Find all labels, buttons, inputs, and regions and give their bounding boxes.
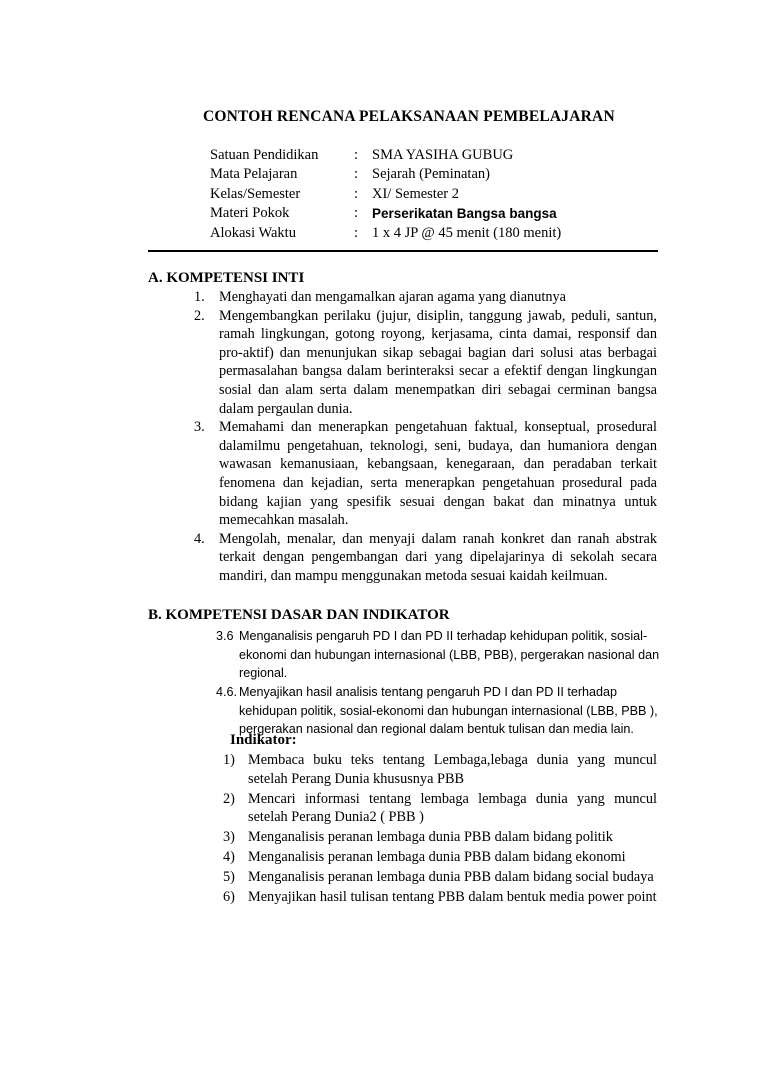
- indikator-heading: Indikator:: [230, 732, 297, 748]
- indikator-text: Menganalisis peranan lembaga dunia PBB dalam bidang ekonomi: [248, 849, 626, 866]
- indikator-item: [223, 828, 657, 847]
- indikator-number: 5): [223, 869, 235, 886]
- indikator-list: [223, 751, 657, 908]
- indikator-text: Menganalisis peranan lembaga dunia PBB dalam bidang politik: [248, 829, 613, 846]
- identity-value: XI/ Semester 2: [372, 185, 459, 202]
- identity-colon: :: [354, 205, 359, 222]
- indikator-item: [223, 751, 657, 788]
- indikator-item: [223, 868, 657, 887]
- kd-item: [216, 683, 662, 739]
- ki-text: Mengembangkan perilaku (jujur, disiplin, tanggung jawab, peduli, santun, ramah lingkungan, gotong royong, kerjasama, cinta damai, responsif dan pro-aktif) dan menunjukan sikap sebagai bagian dari solusi atas berbagai permasalahan bangsa dalam berinteraksi secar a efektif dengan lingkungan sosial dan alam serta dalam menempatkan diri sebagai cerminan bangsa dalam pergaulan dunia.: [219, 307, 657, 417]
- indikator-text: Menyajikan hasil tulisan tentang PBB dalam bentuk media power point: [248, 889, 657, 906]
- kompetensi-inti-list: [194, 288, 657, 586]
- ki-number: 1.: [194, 289, 205, 305]
- identity-value: SMA YASIHA GUBUG: [372, 147, 514, 163]
- indikator-item: [223, 790, 657, 827]
- indikator-text: Menganalisis peranan lembaga dunia PBB dalam bidang social budaya: [248, 869, 654, 886]
- page-title: CONTOH RENCANA PELAKSANAAN PEMBELAJARAN: [203, 108, 615, 125]
- indikator-item: [223, 848, 657, 867]
- identity-label: Kelas/Semester: [210, 185, 301, 202]
- identity-label: Alokasi Waktu: [210, 224, 296, 241]
- identity-value: Sejarah (Peminatan): [372, 166, 490, 183]
- kd-item-4-6: [216, 683, 662, 739]
- identity-row: [210, 204, 561, 223]
- indikator-text: Membaca buku teks tentang Lembaga,lebaga dunia yang muncul setelah Perang Dunia khususnya PBB: [248, 752, 657, 787]
- identity-colon: :: [354, 224, 359, 241]
- ki-number: 2.: [194, 307, 205, 324]
- ki-number: 3.: [194, 419, 205, 436]
- section-a-heading: A. KOMPETENSI INTI: [148, 270, 305, 286]
- kd-item: [216, 627, 662, 683]
- ki-item: [194, 288, 657, 307]
- ki-item: [194, 307, 657, 419]
- identity-row: [210, 224, 561, 243]
- identity-value: 1 x 4 JP @ 45 menit (180 menit): [372, 224, 562, 241]
- indikator-number: 3): [223, 829, 235, 846]
- kd-number: 4.6.: [216, 685, 238, 699]
- identity-colon: :: [354, 185, 359, 202]
- identity-value: Perserikatan Bangsa bangsa: [372, 206, 557, 222]
- kd-number: 3.6: [216, 629, 234, 643]
- identity-colon: :: [354, 147, 359, 163]
- kd-item-3-6: [216, 627, 662, 683]
- ki-text: Mengolah, menalar, dan menyaji dalam ranah konkret dan ranah abstrak terkait dengan pengembangan dari yang dipelajarinya di sekolah secara mandiri, dan mampu menggunakan metoda sesuai kaidah keilmuan.: [219, 530, 657, 584]
- ki-number: 4.: [194, 530, 205, 547]
- ki-text: Memahami dan menerapkan pengetahuan faktual, konseptual, prosedural dalamilmu pengetahuan, teknologi, seni, budaya, dan humaniora dengan wawasan kemanusiaan, kebangsaan, kenegaraan, dan peradaban terkait fenomena dan kejadian, serta menerapkan pengetahuan prosedural pada bidang kajian yang spesifik sesuai dengan bakat dan minatnya untuk memecahkan masalah.: [219, 419, 657, 529]
- identity-label: Mata Pelajaran: [210, 166, 298, 183]
- identity-label: Materi Pokok: [210, 205, 290, 222]
- ki-text: Menghayati dan mengamalkan ajaran agama yang dianutnya: [219, 289, 566, 305]
- indikator-number: 6): [223, 889, 235, 906]
- ki-item: [194, 530, 657, 586]
- identity-row: [210, 185, 561, 204]
- indikator-number: 2): [223, 790, 235, 807]
- identity-label: Satuan Pendidikan: [210, 147, 319, 163]
- identity-colon: :: [354, 166, 359, 183]
- kd-text: Menyajikan hasil analisis tentang pengaruh PD I dan PD II terhadap kehidupan politik, sosial-ekonomi dan hubungan internasional (LBB, PBB ), pergerakan nasional dan regional dalam bentuk tulisan dan media lain.: [239, 685, 658, 737]
- ki-item: [194, 418, 657, 530]
- indikator-text: Mencari informasi tentang lembaga lembaga dunia yang muncul setelah Perang Dunia2 ( PBB ): [248, 790, 657, 826]
- identity-row: [210, 165, 561, 184]
- section-b-heading: B. KOMPETENSI DASAR DAN INDIKATOR: [148, 607, 450, 623]
- indikator-number: 1): [223, 752, 235, 768]
- identity-row: [210, 146, 561, 165]
- divider-line: [148, 250, 658, 252]
- indikator-number: 4): [223, 849, 235, 866]
- indikator-item: [223, 888, 657, 907]
- kd-text: Menganalisis pengaruh PD I dan PD II terhadap kehidupan politik, sosial-ekonomi dan hubungan internasional (LBB, PBB), pergerakan nasional dan regional.: [239, 629, 660, 681]
- identity-table: [210, 146, 561, 243]
